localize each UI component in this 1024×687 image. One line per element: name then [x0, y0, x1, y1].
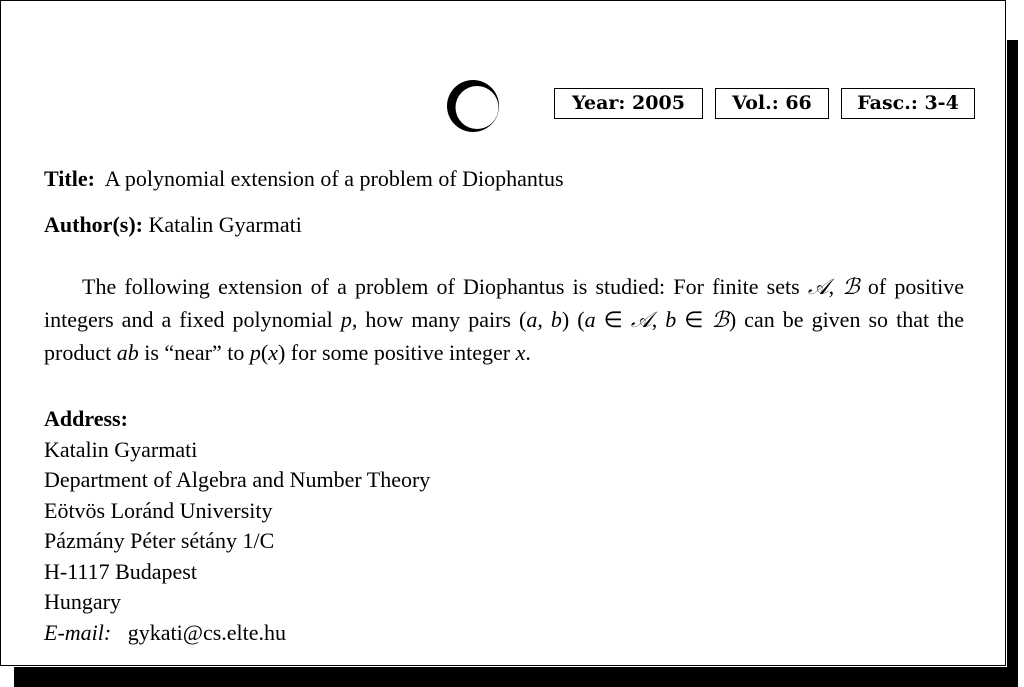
abstract-text: of positive integers and a fixed polynomial [44, 274, 964, 332]
address-line: Hungary [44, 589, 121, 614]
math-set-a: 𝒜 [630, 307, 652, 332]
abstract-text: ) ( [561, 307, 585, 332]
math-var: x [268, 340, 278, 365]
math-var: a [526, 307, 538, 332]
email-line [44, 618, 430, 649]
address-line: Pázmány Péter sétány 1/C [44, 528, 275, 553]
abstract-text: , [828, 274, 843, 299]
card-shadow-right [1007, 40, 1018, 686]
abstract-text: , [537, 307, 551, 332]
abstract-text: . [525, 340, 531, 365]
address-block [44, 404, 430, 648]
fascicle-badge: Fasc.: 3-4 [841, 88, 975, 119]
math-set-b: ℬ [842, 274, 860, 299]
abstract-text: , how many pairs ( [351, 307, 527, 332]
title-label: Title: [44, 166, 95, 191]
math-var: a [584, 307, 596, 332]
abstract-text: ( [260, 340, 269, 365]
abstract-paragraph [44, 270, 964, 369]
card-shadow-bottom [14, 667, 1018, 687]
address-line: Eötvös Loránd University [44, 497, 273, 523]
math-var: b [665, 307, 677, 332]
address-label: Address: [44, 406, 128, 431]
math-symbol: ∈ [676, 307, 712, 332]
math-var: x [515, 340, 526, 365]
author-label: Author(s): [44, 212, 143, 237]
year-badge: Year: 2005 [554, 88, 703, 119]
title-line [44, 166, 564, 192]
math-var: p [249, 340, 261, 365]
address-line: Katalin Gyarmati [44, 436, 198, 462]
math-set-b: ℬ [711, 307, 729, 332]
abstract-text: is “near” to [138, 340, 250, 365]
abstract-text: The following extension of a problem of Diophantus is studied: For finite sets [82, 274, 808, 299]
abstract-text: , [651, 307, 666, 332]
email-address[interactable]: gykati@cs.elte.hu [127, 619, 287, 645]
article-author: Katalin Gyarmati [148, 212, 302, 237]
article-title: A polynomial extension of a problem of Diophantus [104, 166, 564, 191]
address-line: Department of Algebra and Number Theory [44, 467, 431, 492]
math-set-a: 𝒜 [807, 274, 829, 299]
abstract-text: ) for some positive integer [277, 340, 516, 365]
math-symbol: ∈ [595, 307, 631, 332]
abstract-text: ) can be given so that the product [44, 307, 965, 365]
author-line [44, 212, 302, 238]
volume-badge: Vol.: 66 [715, 88, 829, 119]
math-var: p [340, 307, 352, 332]
journal-logo-icon [446, 79, 500, 133]
math-var: b [550, 307, 562, 332]
email-label: E-mail: [44, 619, 112, 645]
math-var: ab [116, 340, 139, 365]
address-line: H-1117 Budapest [44, 558, 197, 584]
